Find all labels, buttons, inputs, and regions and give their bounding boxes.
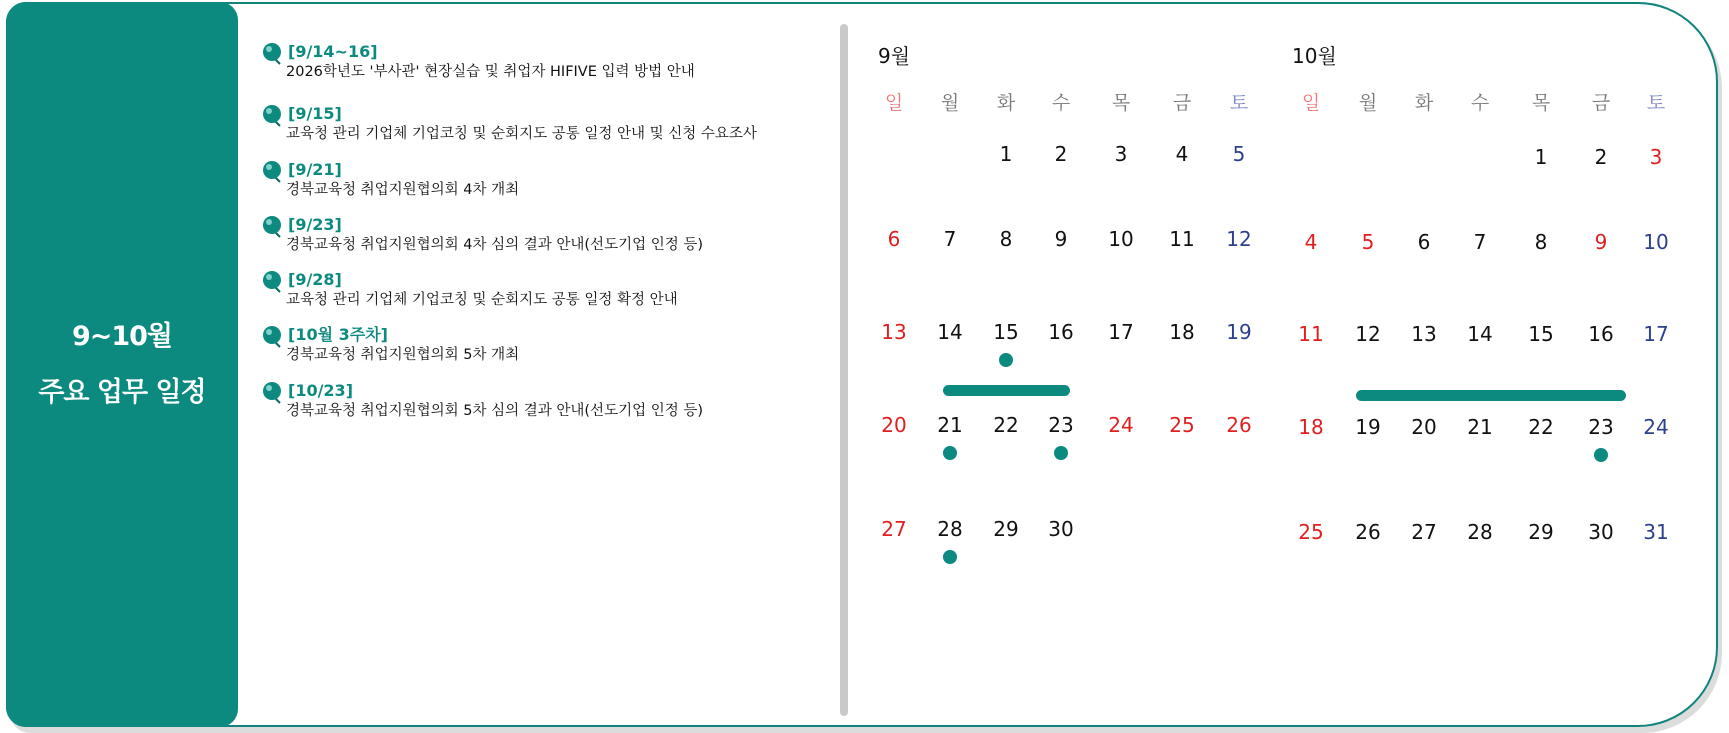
sidebar-title-line2: 주요 업무 일정 [38, 376, 206, 408]
pin-icon [262, 160, 284, 184]
weekday-label: 토 [1229, 92, 1249, 114]
calendar-day: 31 [1643, 520, 1669, 544]
calendar-day: 15 [1528, 322, 1554, 346]
calendar-day: 12 [1355, 322, 1381, 346]
calendar-day: 7 [1473, 230, 1487, 254]
calendar-day: 30 [1588, 520, 1614, 544]
calendar-day: 2 [1054, 142, 1068, 166]
calendar-day: 1 [999, 142, 1013, 166]
event-dot [1054, 446, 1068, 460]
event-item [262, 215, 703, 255]
calendar-day: 5 [1232, 142, 1246, 166]
calendar-day: 2 [1594, 145, 1608, 169]
pin-icon [262, 42, 284, 66]
calendar-day: 15 [993, 320, 1019, 344]
event-date: [10/23] [288, 381, 353, 400]
calendar-day: 10 [1643, 230, 1669, 254]
calendar-day: 9 [1594, 230, 1608, 254]
event-item [262, 270, 678, 310]
calendar-day: 30 [1048, 517, 1074, 541]
event-text: 2026학년도 '부사관' 현장실습 및 취업자 HIFIVE 입력 방법 안내 [286, 64, 695, 80]
weekday-label: 금 [1591, 92, 1611, 114]
calendar-day: 21 [937, 413, 963, 437]
pin-icon [262, 381, 284, 405]
calendar-day: 20 [1411, 415, 1437, 439]
calendar-day: 19 [1226, 320, 1252, 344]
event-dot [943, 550, 957, 564]
event-date: [9/15] [288, 104, 342, 123]
weekday-label: 수 [1470, 92, 1490, 114]
month-title: 9월 [878, 44, 911, 68]
weekday-label: 목 [1531, 92, 1551, 114]
event-text: 교육청 관리 기업체 기업코칭 및 순회지도 공통 일정 확정 안내 [286, 292, 678, 308]
calendar-day: 18 [1169, 320, 1195, 344]
calendar-day: 16 [1048, 320, 1074, 344]
month-title: 10월 [1292, 44, 1337, 68]
calendar-day: 4 [1304, 230, 1318, 254]
pin-icon [262, 270, 284, 294]
calendar-day: 6 [1417, 230, 1431, 254]
calendar-day: 7 [943, 227, 957, 251]
event-dot [943, 446, 957, 460]
event-item [262, 381, 703, 421]
sidebar [6, 2, 238, 727]
calendar-day: 24 [1643, 415, 1669, 439]
calendar-day: 26 [1355, 520, 1381, 544]
weekday-label: 일 [884, 92, 904, 114]
weekday-label: 수 [1051, 92, 1071, 114]
event-date: [9/21] [288, 160, 342, 179]
event-range-bar [1356, 390, 1626, 401]
calendar-day: 11 [1298, 322, 1324, 346]
event-item [262, 160, 519, 200]
event-item [262, 104, 757, 144]
event-text: 경북교육청 취업지원협의회 5차 심의 결과 안내(선도기업 인정 등) [286, 403, 703, 419]
calendar-day: 17 [1643, 322, 1669, 346]
event-date: [10월 3주차] [288, 325, 388, 344]
event-text: 교육청 관리 기업체 기업코칭 및 순회지도 공통 일정 안내 및 신청 수요조사 [286, 126, 757, 142]
calendar-day: 8 [1534, 230, 1548, 254]
event-text: 경북교육청 취업지원협의회 4차 개최 [286, 182, 520, 198]
calendar-day: 13 [881, 320, 907, 344]
event-dot [999, 353, 1013, 367]
calendar-day: 6 [887, 227, 901, 251]
event-text: 경북교육청 취업지원협의회 5차 개최 [286, 347, 520, 363]
pin-icon [262, 215, 284, 239]
calendar-day: 27 [881, 517, 907, 541]
weekday-label: 화 [1414, 92, 1434, 114]
calendar-day: 27 [1411, 520, 1437, 544]
calendar-day: 1 [1534, 145, 1548, 169]
calendar-day: 22 [1528, 415, 1554, 439]
weekday-label: 목 [1111, 92, 1131, 114]
calendar-day: 3 [1649, 145, 1663, 169]
calendar-day: 29 [1528, 520, 1554, 544]
calendar-day: 4 [1175, 142, 1189, 166]
calendar-day: 9 [1054, 227, 1068, 251]
calendar-day: 23 [1048, 413, 1074, 437]
weekday-label: 월 [940, 92, 960, 114]
calendar-day: 16 [1588, 322, 1614, 346]
calendar-day: 22 [993, 413, 1019, 437]
event-range-bar [943, 385, 1070, 396]
calendar-day: 19 [1355, 415, 1381, 439]
weekday-label: 토 [1646, 92, 1666, 114]
calendar-day: 28 [937, 517, 963, 541]
calendar-day: 28 [1467, 520, 1493, 544]
calendar-day: 14 [937, 320, 963, 344]
event-item [262, 42, 695, 82]
event-date: [9/28] [288, 270, 342, 289]
weekday-label: 금 [1172, 92, 1192, 114]
calendar-day: 13 [1411, 322, 1437, 346]
calendar-day: 25 [1169, 413, 1195, 437]
calendar-day: 17 [1108, 320, 1134, 344]
calendar-day: 10 [1108, 227, 1134, 251]
calendar-day: 24 [1108, 413, 1134, 437]
weekday-label: 일 [1301, 92, 1321, 114]
calendar-day: 14 [1467, 322, 1493, 346]
event-text: 경북교육청 취업지원협의회 4차 심의 결과 안내(선도기업 인정 등) [286, 237, 703, 253]
pin-icon [262, 104, 284, 128]
weekday-label: 화 [996, 92, 1016, 114]
weekday-label: 월 [1358, 92, 1378, 114]
pin-icon [262, 325, 284, 349]
calendar-day: 5 [1361, 230, 1375, 254]
calendar-day: 3 [1114, 142, 1128, 166]
divider [840, 24, 848, 716]
event-item [262, 325, 519, 365]
calendar-day: 23 [1588, 415, 1614, 439]
calendar-day: 21 [1467, 415, 1493, 439]
calendar-day: 18 [1298, 415, 1324, 439]
calendar-day: 20 [881, 413, 907, 437]
calendar-day: 26 [1226, 413, 1252, 437]
event-date: [9/23] [288, 215, 342, 234]
calendar-day: 25 [1298, 520, 1324, 544]
calendar-day: 8 [999, 227, 1013, 251]
calendar-day: 29 [993, 517, 1019, 541]
calendar-day: 11 [1169, 227, 1195, 251]
sidebar-title-line1: 9~10월 [71, 320, 173, 352]
event-date: [9/14~16] [288, 42, 378, 61]
event-dot [1594, 448, 1608, 462]
calendar-day: 12 [1226, 227, 1252, 251]
